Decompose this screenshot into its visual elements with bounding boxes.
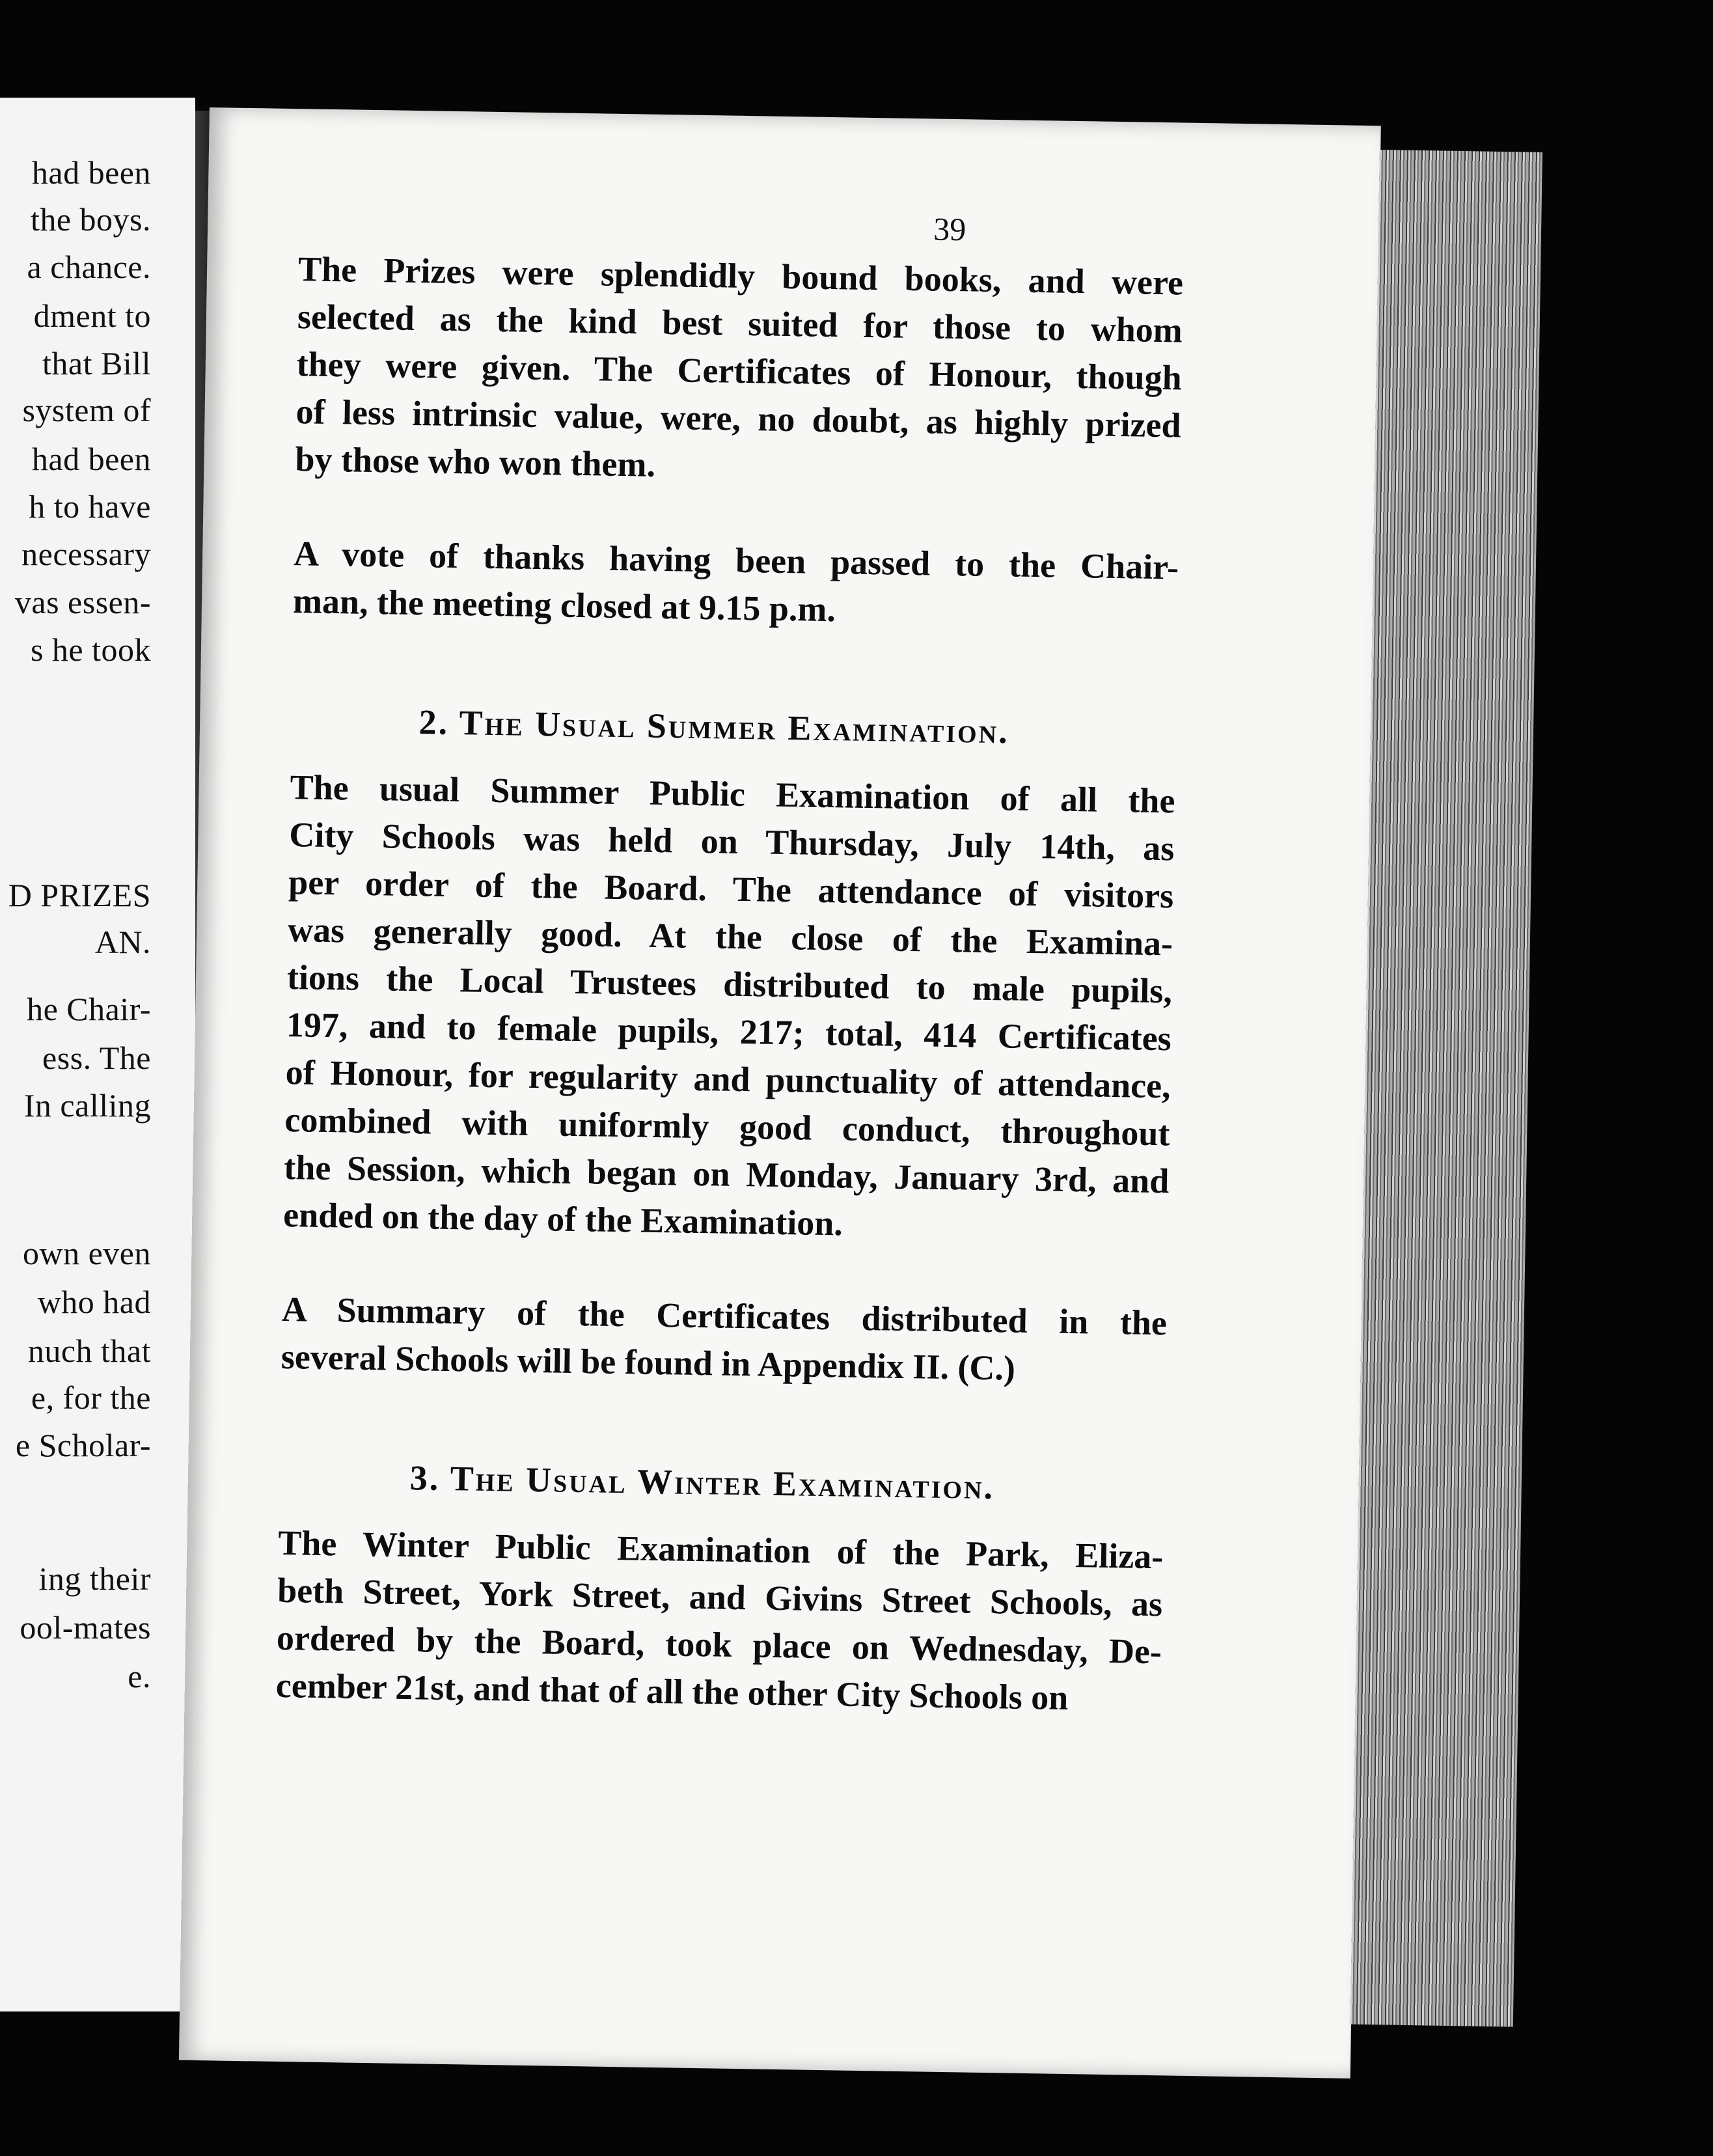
text-line: they were given. The Certificates of Honour, though	[296, 344, 1183, 398]
text-line: The Prizes were splendidly bound books, and were	[297, 249, 1184, 303]
left-page-line: had been	[31, 441, 151, 477]
text-line: was generally good. At the close of the Examina-	[287, 910, 1173, 963]
text-line: The usual Summer Public Examination of all the	[290, 767, 1175, 821]
left-page-line: the boys.	[30, 201, 151, 238]
paragraph-prizes	[256, 245, 1184, 497]
left-page-line: system of	[22, 392, 151, 428]
text-line: the Session, which began on Monday, January 3rd, and	[283, 1148, 1170, 1201]
text-line: A vote of thanks having been passed to the Chair-	[293, 534, 1179, 587]
text-line: combined with uniformly good conduct, throughout	[284, 1100, 1170, 1154]
text-line: The Winter Public Examination of the Park, Eliza-	[277, 1523, 1164, 1577]
left-page-line: he Chair-	[27, 991, 151, 1027]
text-line: 197, and to female pupils, 217; total, 414 Certificates	[286, 1005, 1172, 1058]
left-page-line: who had	[37, 1284, 151, 1320]
left-page-line: vas essen-	[14, 584, 151, 620]
paragraph-summary-certificates	[241, 1285, 1167, 1394]
left-page-line: a chance.	[27, 249, 151, 285]
heading-summer-examination: 2. The Usual Summer Examination.	[418, 702, 1010, 751]
page-text	[236, 245, 1183, 1723]
text-line: beth Street, York Street, and Givins Street Schools, as	[277, 1570, 1163, 1624]
heading-winter-examination: 3. The Usual Winter Examination.	[409, 1458, 995, 1507]
left-page-line: own even	[23, 1235, 151, 1271]
left-page-line: ool-mates	[20, 1609, 151, 1646]
left-page-line: h to have	[29, 488, 151, 525]
text-line: tions the Local Trustees distributed to male pupils,	[286, 958, 1173, 1011]
paragraph-winter-examination	[236, 1519, 1163, 1723]
left-page-line: ing their	[38, 1560, 151, 1597]
left-page-line: In calling	[23, 1087, 151, 1124]
paragraph-vote-of-thanks	[254, 529, 1179, 639]
text-line: City Schools was held on Thursday, July 14th, as	[288, 815, 1175, 868]
page-edges	[1350, 150, 1542, 2027]
paragraph-summer-examination	[244, 763, 1175, 1252]
left-page-line: D PRIZES	[8, 877, 151, 913]
text-line: cember 21st, and that of all the other City Schools on	[275, 1665, 1069, 1718]
text-line: of Honour, for regularity and punctuality of attendance,	[285, 1053, 1172, 1106]
page-number: 39	[933, 210, 966, 248]
text-line: selected as the kind best suited for those to whom	[297, 297, 1183, 350]
left-page-line: ess. The	[42, 1040, 151, 1076]
text-line: per order of the Board. The attendance of visitors	[288, 863, 1174, 916]
left-page-line: s he took	[30, 631, 151, 668]
left-page-line: AN.	[94, 924, 151, 960]
left-page-line: that Bill	[42, 345, 151, 381]
left-page-line: e Scholar-	[15, 1427, 151, 1463]
left-page-line: e.	[128, 1658, 151, 1694]
left-page-line: nuch that	[27, 1333, 151, 1369]
text-line: A Summary of the Certificates distributed in the	[281, 1289, 1168, 1343]
text-line: ordered by the Board, took place on Wednesday, De-	[276, 1618, 1162, 1672]
left-page-line: necessary	[21, 536, 151, 572]
text-line: several Schools will be found in Appendix II. (C.)	[281, 1336, 1016, 1388]
left-page-fragment	[0, 98, 195, 2011]
text-line: of less intrinsic value, were, no doubt, as highly prized	[295, 392, 1181, 445]
left-page-line: e, for the	[31, 1379, 151, 1416]
left-page-line: had been	[31, 154, 151, 191]
left-page-line: dment to	[33, 297, 151, 334]
right-page	[179, 107, 1381, 2079]
text-line: man, the meeting closed at 9.15 p.m.	[292, 581, 836, 629]
text-line: by those who won them.	[295, 439, 656, 484]
text-line: ended on the day of the Examination.	[282, 1195, 843, 1243]
